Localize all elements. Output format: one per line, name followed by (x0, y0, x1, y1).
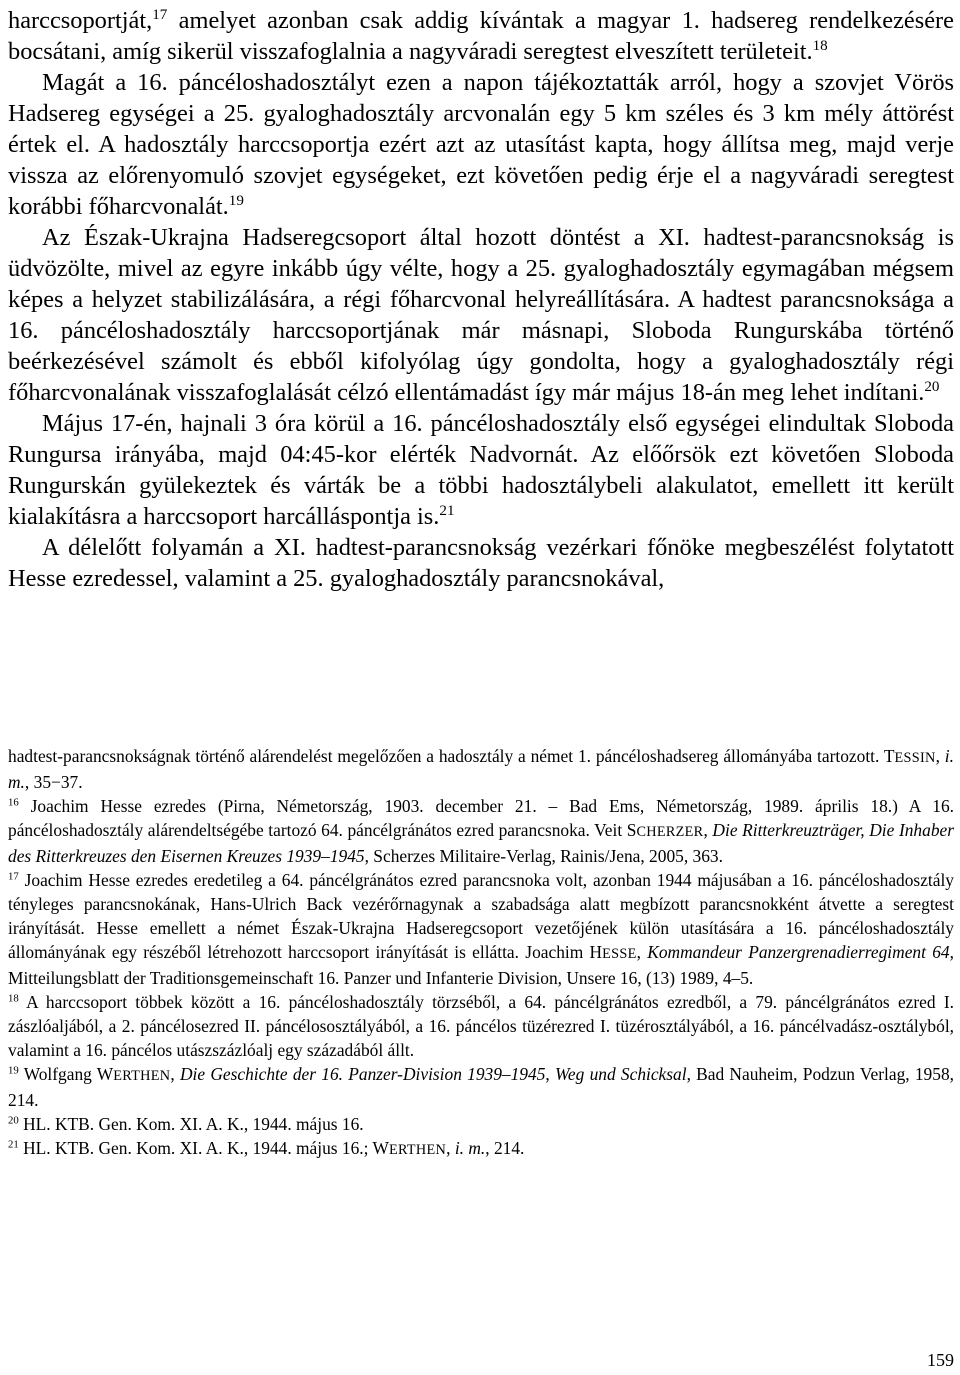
footnote-ref: 17 (152, 6, 168, 23)
footnote-17 (8, 868, 954, 990)
author-smallcaps: ERTHEN (388, 1142, 447, 1158)
footnote-number: 20 (8, 1114, 19, 1127)
author-smallcaps: ESSE (602, 946, 637, 962)
text-run: , (170, 1064, 180, 1084)
text-run: Wolfgang (18, 1064, 97, 1084)
text-run: HL. KTB. Gen. Kom. XI. A. K., 1944. május 16.; (18, 1138, 373, 1158)
italic-text: i. m. (8, 746, 954, 792)
paragraph-4 (8, 408, 954, 532)
footnotes (8, 744, 954, 1162)
author-initial: W (96, 1064, 114, 1084)
text-run: HL. KTB. Gen. Kom. XI. A. K., 1944. május 16. (18, 1114, 364, 1134)
italic-text: Die Ritterkreuzträger, Die Inhaber des Ritterkreuzes den Eisernen Kreuzes 1939–1945 (8, 820, 955, 866)
author-initial: T (883, 746, 895, 766)
author-initial: W (372, 1138, 389, 1158)
text-run: harccsoportját, (8, 7, 153, 34)
paragraph-2 (8, 67, 954, 222)
text-run: , Scherzes Militaire-Verlag, Rainis/Jena, 2005, 363. (364, 846, 723, 866)
footnote-number: 21 (8, 1138, 19, 1151)
italic-text: Kommandeur Panzergrenadierregiment 64 (647, 942, 950, 962)
text-run: A harccsoport többek között a 16. páncéloshadosztály törzséből, a 64. páncélgránátos ezredből, a 79. páncélgránátos ezred I. zászlóaljából, a 2. páncélosezred II. páncélososztályából, a 16. páncélos tüzérezred I. tüzérosztályából, a 16. páncélvadász-osztályból, valamint a 16. páncélos utászszázlóalj egy századából állt. (8, 992, 954, 1060)
text-run: hadtest-parancsnokságnak történő alárendelést megelőzően a hadosztály a német 1. páncéloshadsereg állományába tartozott. (8, 746, 884, 766)
text-run: , (935, 746, 945, 766)
footnote-19 (8, 1062, 954, 1112)
italic-text: Die Geschichte der 16. Panzer-Division 1939–1945 (179, 1064, 546, 1084)
text-run: , 214. (485, 1138, 525, 1158)
paragraph-5 (8, 532, 954, 594)
text-run: , 35−37. (24, 772, 83, 792)
text-run: Május 17-én, hajnali 3 óra körül a 16. páncéloshadosztály első egységei elindultak Sloboda Rungursa irányába, majd 04:45-kor elérték Nadvornát. Az előőrsök ezt követően Sloboda Rungurskán gyülekeztek és várták be a többi hadosztálybeli alakulatot, emellett itt került kialakításra a harccsoport harcálláspontja is. (8, 410, 954, 530)
text-run: , (703, 820, 713, 840)
footnote-ref: 21 (439, 502, 455, 519)
footnote-continuation (8, 744, 954, 794)
author-smallcaps: CHERZER (636, 824, 704, 840)
text-run: Joachim Hesse ezredes eredetileg a 64. páncélgránátos ezred parancsnoka volt, azonban 1944 májusában a 16. páncéloshadosztály tényleges parancsnokának, Hans-Ulrich Back vezérőrnagynak a szabadsága alatt megbízott parancsnokként átvette a seregtest irányítását. Hesse emellett a német Észak-Ukrajna Hadseregcsoport vezetőjének külön utasítására a 16. páncéloshadosztály állományának egy részéből létrehozott harccsoport irányítását is ellátta. Joachim (8, 870, 954, 962)
text-run: A délelőtt folyamán a XI. hadtest-parancsnokság vezérkari főnöke megbeszélést folytatott Hesse ezredessel, valamint a 25. gyaloghadosztály parancsnokával, (8, 534, 954, 592)
footnote-number: 19 (8, 1064, 19, 1077)
footnote-number: 18 (8, 992, 19, 1005)
text-run: , (545, 1064, 556, 1084)
text-run: , (446, 1138, 455, 1158)
page-number: 159 (927, 1350, 954, 1370)
author-initial: S (626, 820, 637, 840)
text-run: , Mitteilungsblatt der Traditionsgemeinschaft 16. Panzer und Infanterie Division, Unsere 16, (13) 1989, 4–5. (8, 942, 954, 988)
body-text (8, 5, 954, 594)
footnote-20 (8, 1112, 954, 1136)
author-initial: H (589, 942, 603, 962)
paragraph-1 (8, 5, 954, 67)
author-smallcaps: ERTHEN (113, 1068, 171, 1084)
text-run: Joachim Hesse ezredes (Pirna, Németország, 1903. december 21. – Bad Ems, Németország, 1989. április 18.) A 16. páncéloshadosztály alárendeltségébe tartozó 64. páncélgránátos ezred parancsnoka. Veit (8, 796, 954, 840)
footnote-ref: 18 (812, 37, 828, 54)
text-run: amelyet azonban csak addig kívántak a magyar 1. hadsereg rendelkezésére bocsátani, amíg sikerül visszafoglalnia a nagyváradi seregtest elveszített területeit. (8, 7, 954, 65)
author-smallcaps: ESSIN (894, 750, 936, 766)
footnote-21 (8, 1136, 954, 1162)
footnote-number: 16 (8, 796, 19, 809)
text-run: , (636, 942, 648, 962)
footnote-number: 17 (8, 870, 19, 883)
italic-text: i. m. (454, 1138, 486, 1158)
footnote-ref: 20 (924, 378, 940, 395)
footnote-18 (8, 990, 954, 1062)
footnote-16 (8, 794, 954, 868)
footnote-ref: 19 (228, 192, 244, 209)
paragraph-3 (8, 222, 954, 408)
text-run: , Bad Nauheim, Podzun Verlag, 1958, 214. (8, 1064, 954, 1110)
italic-text: Weg und Schicksal (555, 1064, 687, 1084)
text-run: Magát a 16. páncéloshadosztályt ezen a napon tájékoztatták arról, hogy a szovjet Vörös Hadsereg egységei a 25. gyaloghadosztály arcvonalán egy 5 km széles és 3 km mély áttörést értek el. A hadosztály harccsoportja ezért azt az utasítást kapta, hogy állítsa meg, majd verje vissza az előrenyomuló szovjet egységeket, ezt követően pedig érje el a nagyváradi seregtest korábbi főharcvonalát. (8, 69, 954, 220)
text-run: Az Észak-Ukrajna Hadseregcsoport által hozott döntést a XI. hadtest-parancsnokság is üdvözölte, mivel az egyre inkább úgy vélte, hogy a 25. gyaloghadosztály egymagában mégsem képes a helyzet stabilizálására, a régi főharcvonal helyreállítására. A hadtest parancsnoksága a 16. páncéloshadosztály harccsoportjának már másnapi, Sloboda Rungurskába történő beérkezésével számolt és ebből kifolyólag úgy gondolta, hogy a gyaloghadosztály régi főharcvonalának visszafoglalását célzó ellentámadást így már május 18-án meg lehet indítani. (8, 224, 954, 406)
